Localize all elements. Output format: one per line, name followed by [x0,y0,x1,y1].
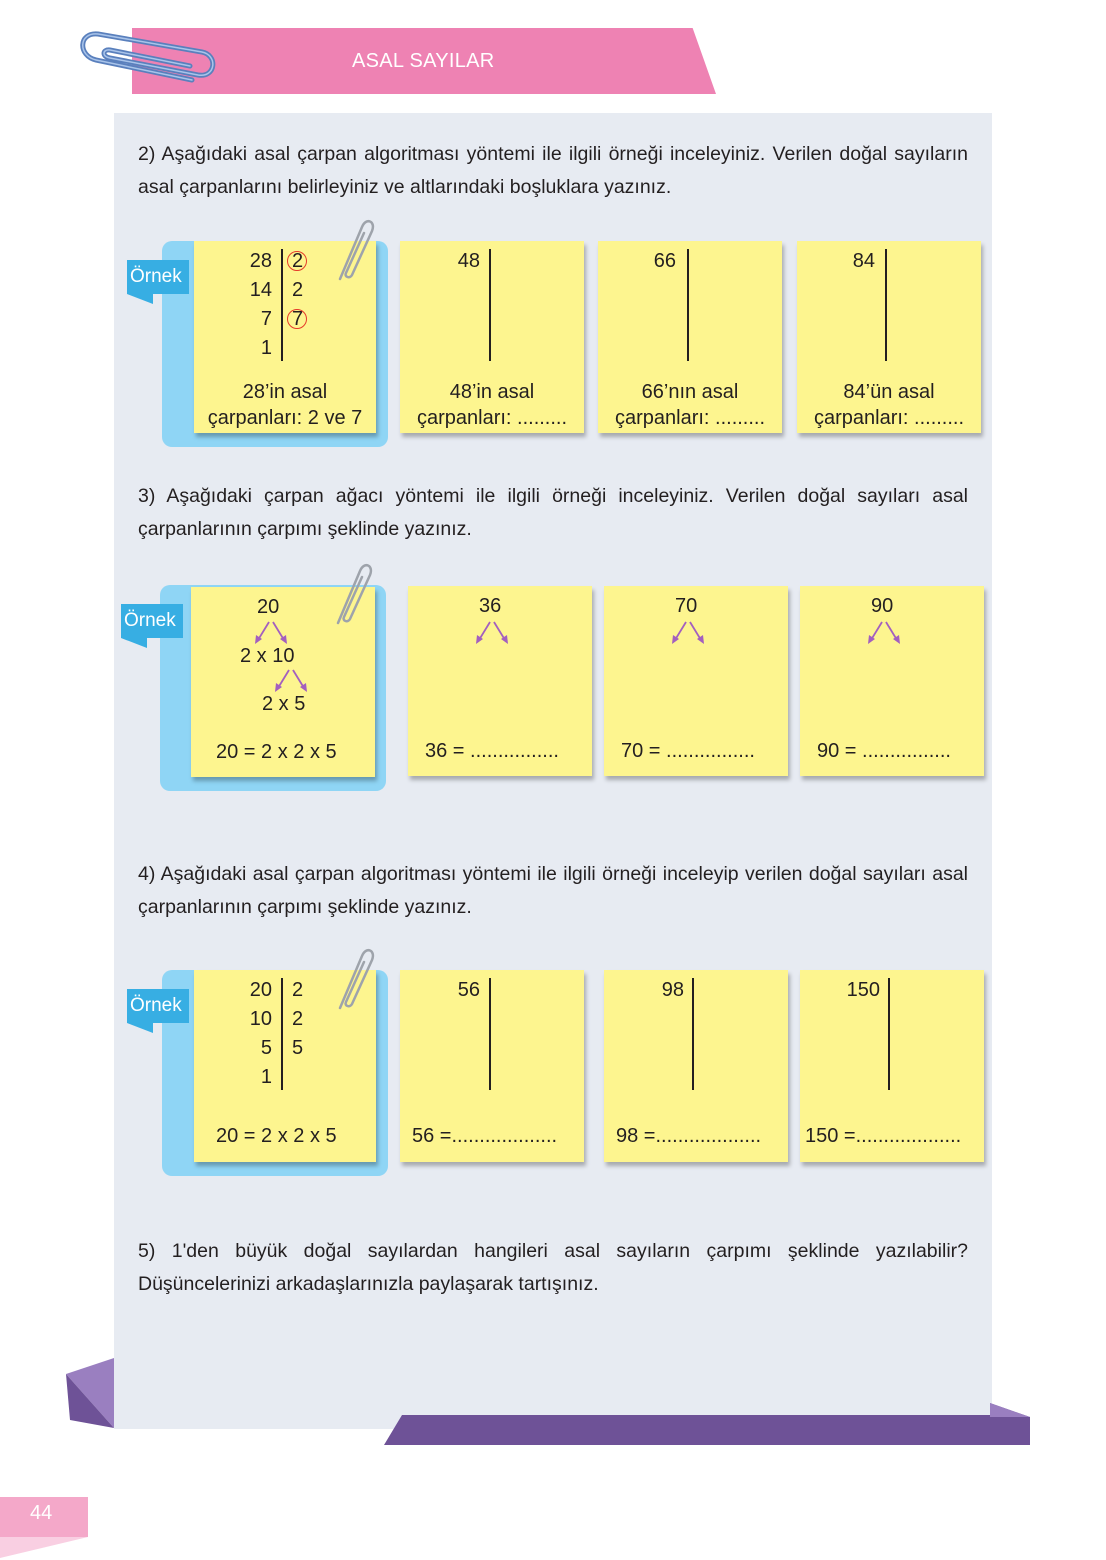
question-5-text: 5) 1'den büyük doğal sayılardan hangileri asal sayıların çarpımı şeklinde yazılabilir? Düşüncelerinizi arkadaşlarınızla paylaşarak tartışınız. [138,1240,968,1295]
example-result: 20 = 2 x 2 x 5 [216,741,337,763]
exercise-card [400,241,584,433]
card-number: 36 [479,595,502,617]
card-number: 56 [457,979,480,1001]
prime-divisor: 7 [292,308,304,330]
exercise-card [800,586,984,776]
bottom-ribbon [384,1403,1032,1447]
dividend: 5 [260,1037,272,1059]
arrow-icon [670,619,706,645]
exercise-card [604,970,788,1162]
answer-blank[interactable]: çarpanları: ......... [416,407,568,429]
example-caption: 28’in asal [242,381,328,403]
example-tag: Örnek [127,989,189,1023]
card-number: 84 [852,250,875,272]
arrow-icon [253,619,289,645]
answer-blank[interactable]: 90 = ................ [817,740,951,762]
card-number: 66 [653,250,676,272]
exercise-card [604,586,788,776]
paperclip-icon [74,22,224,102]
answer-blank[interactable]: 36 = ................ [425,740,559,762]
dividend: 1 [260,1066,272,1088]
division-line [281,978,283,1090]
answer-blank[interactable]: çarpanları: ......... [813,407,965,429]
dividend: 28 [249,250,272,272]
division-line [489,978,491,1090]
card-number: 70 [675,595,698,617]
arrow-icon [474,619,510,645]
card-number: 98 [661,979,684,1001]
corner-fold [66,1358,116,1430]
tree-node: 2 x 10 [240,645,295,667]
division-line [281,249,283,361]
division-line [888,978,890,1090]
prime-divisor: 2 [292,1008,304,1030]
question-4-text: 4) Aşağıdaki asal çarpan algoritması yöntemi ile ilgili örneği inceleyip verilen doğal sayıları asal çarpanlarının çarpımı şeklinde yazınız. [138,863,968,918]
division-line [489,249,491,361]
tree-root: 20 [257,596,280,618]
question-3-text: 3) Aşağıdaki çarpan ağacı yöntemi ile ilgili örneği inceleyiniz. Verilen doğal sayıları asal çarpanlarının çarpımı şeklinde yazınız. [138,485,968,540]
page-title: ASAL SAYILAR [352,50,495,72]
answer-blank[interactable]: 150 =................... [805,1125,962,1147]
dividend: 7 [260,308,272,330]
dividend: 20 [249,979,272,1001]
card-number: 48 [457,250,480,272]
circle-mark [287,309,307,329]
answer-blank[interactable]: çarpanları: ......... [614,407,766,429]
arrow-icon [866,619,902,645]
card-caption: 48’in asal [449,381,535,403]
card-number: 150 [846,979,880,1001]
card-caption: 84’ün asal [843,381,935,403]
paperclip-icon [332,217,376,283]
page-number: 44 [30,1502,53,1524]
division-line [687,249,689,361]
exercise-card [800,970,984,1162]
division-line [885,249,887,361]
example-tag: Örnek [121,604,183,638]
answer-blank[interactable]: 56 =................... [412,1125,558,1147]
card-caption: 66’nın asal [641,381,739,403]
prime-divisor: 5 [292,1037,304,1059]
dividend: 10 [249,1008,272,1030]
question-2-text: 2) Aşağıdaki asal çarpan algoritması yöntemi ile ilgili örneği inceleyiniz. Verilen doğal sayıların asal çarpanlarını belirleyiniz ve altlarındaki boşluklara yazınız. [138,143,968,198]
tree-node: 2 x 5 [262,693,306,715]
prime-divisor: 2 [292,979,304,1001]
page-swoosh [0,1532,90,1558]
answer-blank[interactable]: 98 =................... [616,1125,762,1147]
exercise-card [400,970,584,1162]
exercise-card [797,241,981,433]
card-number: 90 [871,595,894,617]
example-tag: Örnek [127,260,189,294]
arrow-icon [273,667,309,693]
paperclip-icon [330,561,374,627]
exercise-card [598,241,782,433]
answer-blank[interactable]: 70 = ................ [621,740,755,762]
dividend: 14 [249,279,272,301]
prime-divisor: 2 [292,279,304,301]
division-line [692,978,694,1090]
exercise-card [408,586,592,776]
dividend: 1 [260,337,272,359]
example-caption: çarpanları: 2 ve 7 [207,407,363,429]
paperclip-icon [332,946,376,1012]
prime-divisor: 2 [292,250,304,272]
circle-mark [287,251,307,271]
example-result: 20 = 2 x 2 x 5 [216,1125,337,1147]
